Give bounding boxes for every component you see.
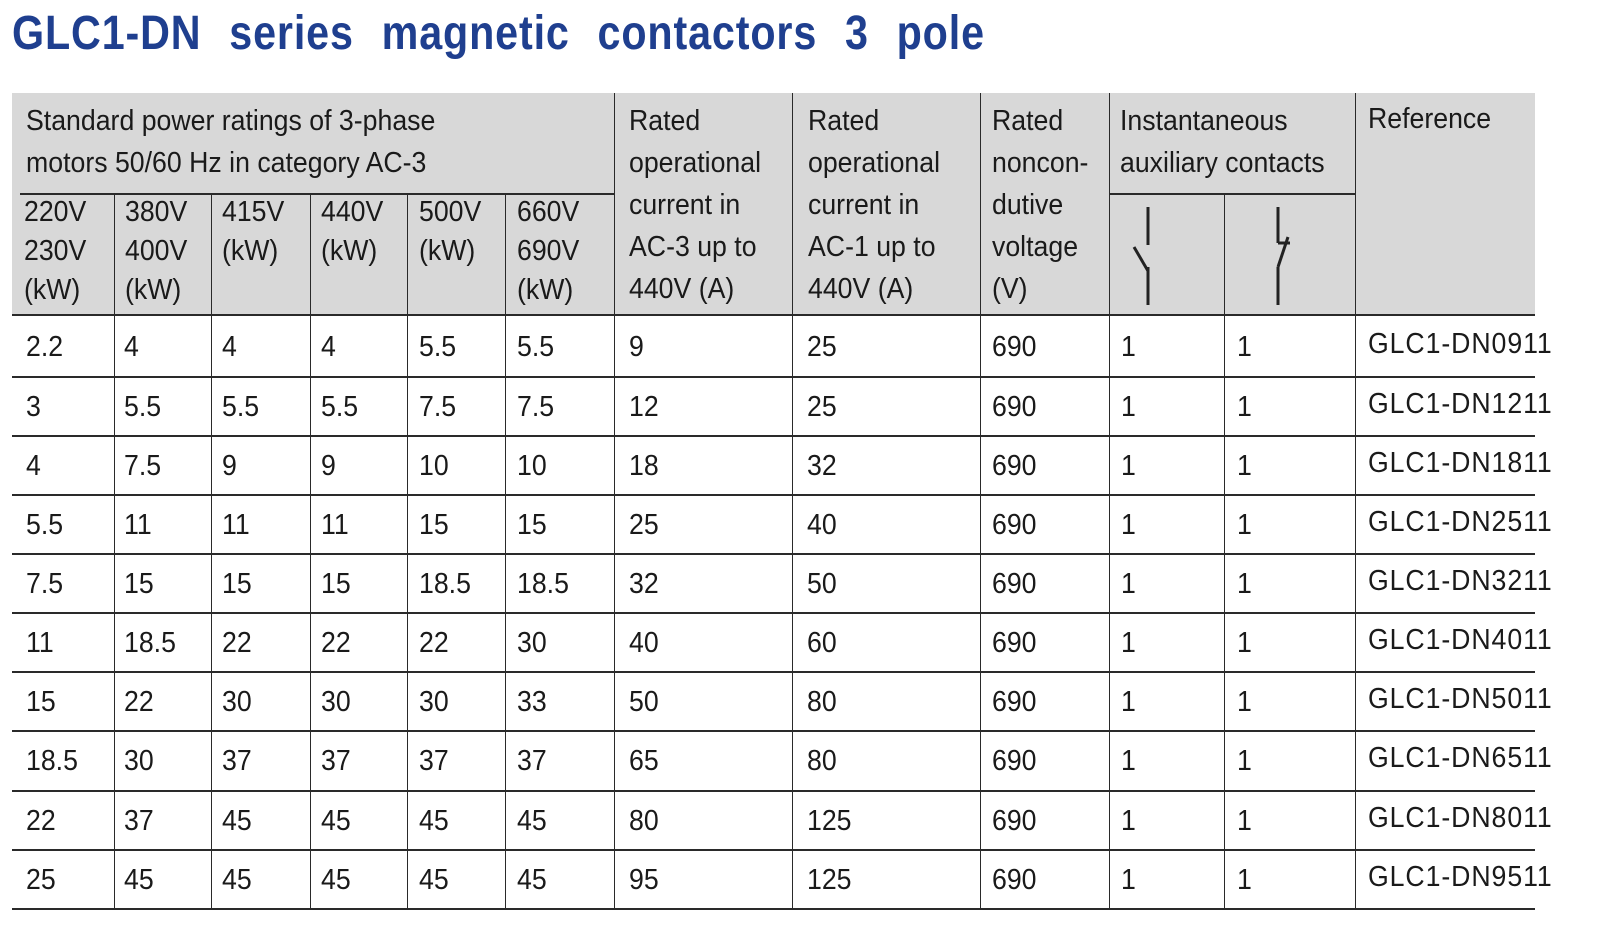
header-bottom-border <box>12 314 1535 316</box>
table-cell: 690 <box>992 331 1037 363</box>
header-voltage-440: 440V (kW) <box>321 196 384 267</box>
table-cell: 5.5 <box>419 331 457 363</box>
table-cell: 12 <box>629 391 659 423</box>
table-cell: 5.5 <box>26 509 64 541</box>
table-cell: 15 <box>419 509 449 541</box>
reference-cell: GLC1-DN5011 <box>1368 683 1553 715</box>
row-divider <box>12 612 1535 614</box>
table-cell: 22 <box>124 686 154 718</box>
table-cell: 15 <box>222 568 252 600</box>
reference-cell: GLC1-DN1811 <box>1368 447 1553 479</box>
table-cell: 22 <box>419 627 449 659</box>
table-cell: 4 <box>222 331 237 363</box>
row-divider <box>12 553 1535 555</box>
table-cell: 30 <box>419 686 449 718</box>
normally-open-contact-icon <box>1126 205 1170 309</box>
header-column-divider <box>792 93 793 314</box>
table-cell: 37 <box>419 745 449 777</box>
table-cell: 1 <box>1237 391 1252 423</box>
row-divider <box>12 671 1535 673</box>
header-ac1-current: Rated operational current in AC-1 up to 440V (A) <box>808 105 941 305</box>
header-subdivider-aux <box>1109 193 1355 195</box>
table-cell: 125 <box>807 805 852 837</box>
table-cell: 690 <box>992 391 1037 423</box>
table-cell: 690 <box>992 745 1037 777</box>
table-cell: 690 <box>992 627 1037 659</box>
header-voltage-220: 220V 230V (kW) <box>24 196 87 306</box>
table-cell: 18.5 <box>517 568 569 600</box>
reference-cell: GLC1-DN0911 <box>1368 328 1553 360</box>
table-cell: 37 <box>517 745 547 777</box>
page-title: GLC1-DN series magnetic contactors 3 pole <box>12 7 985 60</box>
header-auxiliary-contacts: Instantaneous auxiliary contacts <box>1120 105 1325 179</box>
table-cell: 60 <box>807 627 837 659</box>
table-cell: 2.2 <box>26 331 64 363</box>
table-cell: 1 <box>1237 686 1252 718</box>
table-cell: 45 <box>419 864 449 896</box>
row-divider <box>12 908 1535 910</box>
table-cell: 1 <box>1237 745 1252 777</box>
header-voltage-660: 660V 690V (kW) <box>517 196 580 306</box>
reference-cell: GLC1-DN4011 <box>1368 624 1553 656</box>
table-cell: 1 <box>1121 509 1136 541</box>
row-divider <box>12 730 1535 732</box>
table-cell: 45 <box>124 864 154 896</box>
table-cell: 15 <box>26 686 56 718</box>
row-divider <box>12 435 1535 437</box>
header-reference: Reference <box>1368 103 1492 135</box>
table-cell: 37 <box>321 745 351 777</box>
table-cell: 5.5 <box>321 391 359 423</box>
table-cell: 7.5 <box>124 450 162 482</box>
table-cell: 1 <box>1237 450 1252 482</box>
table-cell: 1 <box>1237 864 1252 896</box>
table-cell: 11 <box>321 509 349 541</box>
table-cell: 18.5 <box>419 568 471 600</box>
table-cell: 45 <box>222 864 252 896</box>
table-cell: 11 <box>124 509 152 541</box>
table-cell: 9 <box>222 450 237 482</box>
table-cell: 30 <box>321 686 351 718</box>
row-divider <box>12 849 1535 851</box>
table-cell: 1 <box>1121 391 1136 423</box>
table-cell: 4 <box>26 450 41 482</box>
table-cell: 32 <box>807 450 837 482</box>
table-cell: 1 <box>1121 450 1136 482</box>
table-cell: 1 <box>1121 864 1136 896</box>
table-cell: 1 <box>1237 509 1252 541</box>
reference-cell: GLC1-DN8011 <box>1368 802 1553 834</box>
table-cell: 30 <box>222 686 252 718</box>
table-cell: 9 <box>629 331 644 363</box>
table-cell: 45 <box>222 805 252 837</box>
header-column-divider <box>1109 93 1110 314</box>
table-cell: 30 <box>124 745 154 777</box>
table-cell: 690 <box>992 805 1037 837</box>
table-cell: 690 <box>992 686 1037 718</box>
header-column-divider <box>114 195 115 314</box>
header-voltage-500: 500V (kW) <box>419 196 482 267</box>
table-cell: 15 <box>124 568 154 600</box>
table-cell: 40 <box>629 627 659 659</box>
table-cell: 65 <box>629 745 659 777</box>
header-ac3-current: Rated operational current in AC-3 up to 440V (A) <box>629 105 762 305</box>
header-column-divider <box>211 195 212 314</box>
table-cell: 5.5 <box>124 391 162 423</box>
reference-cell: GLC1-DN3211 <box>1368 565 1553 597</box>
table-cell: 1 <box>1121 745 1136 777</box>
table-cell: 18.5 <box>26 745 78 777</box>
header-voltage: Rated noncon- dutive voltage (V) <box>992 105 1089 305</box>
table-cell: 690 <box>992 864 1037 896</box>
table-cell: 25 <box>807 331 837 363</box>
table-cell: 80 <box>807 686 837 718</box>
table-cell: 1 <box>1121 568 1136 600</box>
header-power-ratings: Standard power ratings of 3-phase motors 50/60 Hz in category AC-3 <box>26 105 436 179</box>
table-cell: 1 <box>1237 568 1252 600</box>
table-cell: 11 <box>26 627 54 659</box>
header-column-divider <box>1224 195 1225 314</box>
table-cell: 4 <box>321 331 336 363</box>
table-cell: 80 <box>807 745 837 777</box>
table-cell: 37 <box>124 805 154 837</box>
table-cell: 7.5 <box>517 391 555 423</box>
table-cell: 32 <box>629 568 659 600</box>
table-cell: 50 <box>629 686 659 718</box>
table-cell: 5.5 <box>222 391 260 423</box>
normally-closed-contact-icon <box>1258 205 1302 309</box>
table-cell: 22 <box>321 627 351 659</box>
reference-cell: GLC1-DN6511 <box>1368 742 1553 774</box>
row-divider <box>12 790 1535 792</box>
table-cell: 10 <box>419 450 449 482</box>
table-cell: 1 <box>1237 627 1252 659</box>
header-column-divider <box>980 93 981 314</box>
header-column-divider <box>505 195 506 314</box>
header-subdivider-power <box>20 193 614 195</box>
table-cell: 18 <box>629 450 659 482</box>
table-cell: 7.5 <box>419 391 457 423</box>
table-cell: 10 <box>517 450 547 482</box>
table-cell: 45 <box>321 864 351 896</box>
table-cell: 25 <box>629 509 659 541</box>
table-cell: 30 <box>517 627 547 659</box>
table-cell: 45 <box>517 864 547 896</box>
table-cell: 1 <box>1121 331 1136 363</box>
reference-cell: GLC1-DN2511 <box>1368 506 1553 538</box>
header-voltage-415: 415V (kW) <box>222 196 285 267</box>
table-cell: 95 <box>629 864 659 896</box>
table-cell: 45 <box>419 805 449 837</box>
header-column-divider <box>310 195 311 314</box>
table-cell: 15 <box>321 568 351 600</box>
table-cell: 25 <box>26 864 56 896</box>
table-cell: 690 <box>992 450 1037 482</box>
reference-cell: GLC1-DN1211 <box>1368 388 1553 420</box>
table-cell: 3 <box>26 391 41 423</box>
row-divider <box>12 494 1535 496</box>
table-cell: 690 <box>992 568 1037 600</box>
header-column-divider <box>614 93 615 314</box>
table-cell: 50 <box>807 568 837 600</box>
table-cell: 45 <box>321 805 351 837</box>
table-cell: 5.5 <box>517 331 555 363</box>
table-cell: 1 <box>1121 805 1136 837</box>
table-cell: 1 <box>1237 331 1252 363</box>
table-cell: 45 <box>517 805 547 837</box>
table-cell: 1 <box>1121 686 1136 718</box>
table-cell: 1 <box>1237 805 1252 837</box>
table-cell: 9 <box>321 450 336 482</box>
table-cell: 40 <box>807 509 837 541</box>
table-cell: 37 <box>222 745 252 777</box>
table-cell: 80 <box>629 805 659 837</box>
table-cell: 25 <box>807 391 837 423</box>
table-cell: 4 <box>124 331 139 363</box>
header-column-divider <box>407 195 408 314</box>
table-cell: 18.5 <box>124 627 176 659</box>
table-cell: 125 <box>807 864 852 896</box>
table-cell: 33 <box>517 686 547 718</box>
table-cell: 1 <box>1121 627 1136 659</box>
table-cell: 15 <box>517 509 547 541</box>
row-divider <box>12 376 1535 378</box>
table-cell: 7.5 <box>26 568 64 600</box>
table-cell: 11 <box>222 509 250 541</box>
table-cell: 690 <box>992 509 1037 541</box>
header-voltage-380: 380V 400V (kW) <box>125 196 188 306</box>
header-column-divider <box>1355 93 1356 314</box>
table-cell: 22 <box>26 805 56 837</box>
table-cell: 22 <box>222 627 252 659</box>
reference-cell: GLC1-DN9511 <box>1368 861 1553 893</box>
